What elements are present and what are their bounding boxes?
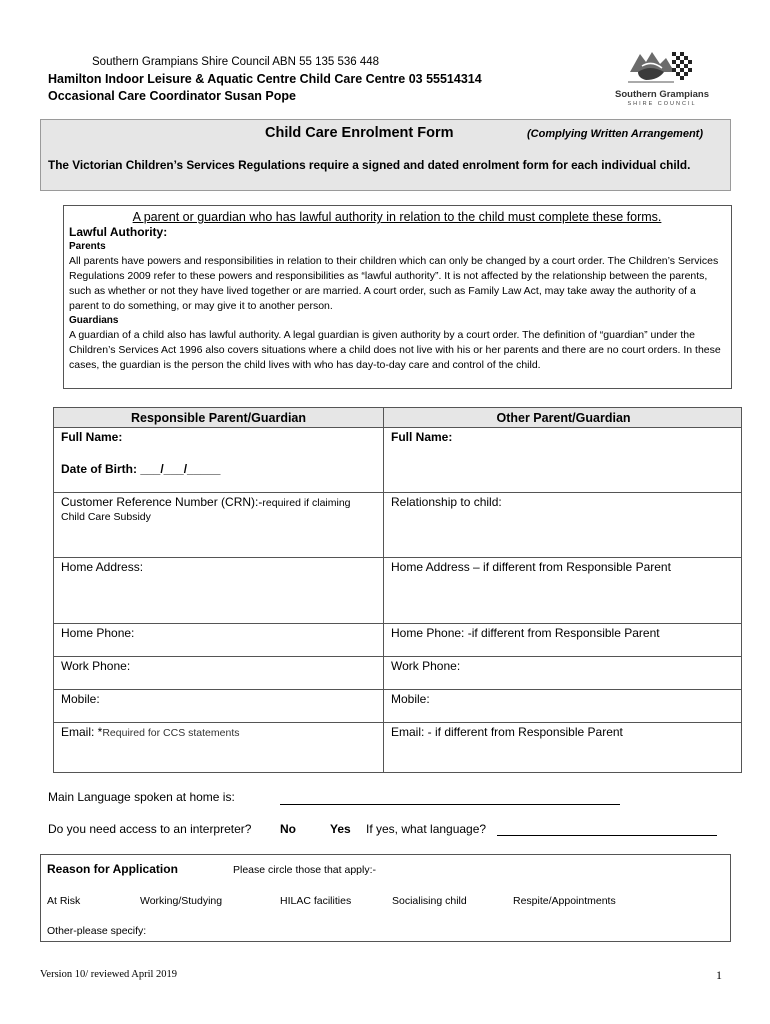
- email-note: Required for CCS statements: [102, 727, 240, 739]
- interpreter-no-option[interactable]: No: [280, 822, 296, 836]
- crn-note-line2: Child Care Subsidy: [61, 511, 151, 523]
- guardians-label: Guardians: [69, 315, 119, 326]
- guardians-text: A guardian of a child also has lawful authority. A legal guardian is given authority by a court order. The definition of “guardian” under the Children’s Services Act 1996 also covers situations where a child does not live with his or her parents and there are no court orders. In these cases, the guardian is the person the child lives with who has day-to-day care and control of the child.: [69, 329, 721, 371]
- email-field[interactable]: [61, 725, 240, 739]
- form-title: Child Care Enrolment Form: [265, 125, 454, 141]
- full-name-field[interactable]: Full Name:: [61, 430, 123, 444]
- other-work-phone-field[interactable]: Work Phone:: [391, 659, 461, 673]
- table-header: [54, 408, 741, 428]
- reason-option-respite-appointments[interactable]: Respite/Appointments: [513, 895, 616, 907]
- form-subtitle: (Complying Written Arrangement): [527, 128, 704, 140]
- council-logo: [612, 46, 712, 108]
- crn-note: required if claiming: [262, 497, 351, 509]
- reason-instruction: Please circle those that apply:-: [233, 864, 376, 876]
- home-address-field[interactable]: Home Address:: [61, 560, 144, 574]
- other-home-phone-field[interactable]: Home Phone: -if different from Responsible Parent: [391, 626, 660, 640]
- reason-label: Reason for Application: [47, 862, 178, 876]
- row-divider: [54, 722, 741, 723]
- parents-label: Parents: [69, 241, 106, 252]
- interpreter-language-question: If yes, what language?: [366, 822, 487, 836]
- reason-option-at-risk[interactable]: At Risk: [47, 895, 81, 907]
- responsible-parent-header: Responsible Parent/Guardian: [130, 411, 307, 425]
- authority-heading: A parent or guardian who has lawful authority in relation to the child must complete these forms.: [132, 210, 662, 224]
- reason-option-hilac-facilities[interactable]: HILAC facilities: [280, 895, 352, 907]
- row-divider: [54, 623, 741, 624]
- coordinator-line: Occasional Care Coordinator Susan Pope: [48, 89, 296, 103]
- reason-option-socialising-child[interactable]: Socialising child: [392, 895, 467, 907]
- other-email-field[interactable]: Email: - if different from Responsible Parent: [391, 725, 623, 739]
- reason-for-application-box: [40, 854, 731, 942]
- row-divider: [54, 656, 741, 657]
- logo-name: Southern Grampians: [615, 89, 709, 100]
- row-divider: [54, 492, 741, 493]
- email-label: Email: *: [61, 725, 103, 739]
- parents-text: All parents have powers and responsibilities in relation to their children which can only be changed by a court order. The Children’s Services Regulations 2009 refer to these powers and responsibilities as “lawful authority”. It is not affected by the relationship between the parents, such as whether or not they have lived together or are married. A court order, such as Family Law Act, may take away the authority of a parent to do something, or may give it to another person.: [69, 255, 719, 312]
- page-number: 1: [716, 968, 722, 982]
- other-home-address-field[interactable]: Home Address – if different from Responsible Parent: [391, 560, 671, 574]
- centre-contact-line: Hamilton Indoor Leisure & Aquatic Centre Child Care Centre 03 55514314: [48, 72, 482, 86]
- row-divider: [54, 689, 741, 690]
- interpreter-yes-option[interactable]: Yes: [330, 822, 351, 836]
- column-divider: [383, 408, 384, 772]
- reason-option-working-studying[interactable]: Working/Studying: [140, 895, 223, 907]
- reason-other-specify[interactable]: Other-please specify:: [47, 925, 147, 937]
- parent-details-table: [53, 407, 742, 773]
- other-full-name-field[interactable]: Full Name:: [391, 430, 453, 444]
- other-mobile-field[interactable]: Mobile:: [391, 692, 430, 706]
- main-language-question: Main Language spoken at home is:: [48, 790, 235, 804]
- lawful-authority-label: Lawful Authority:: [69, 225, 168, 239]
- row-divider: [54, 557, 741, 558]
- mountain-checker-icon: [628, 46, 696, 88]
- crn-field[interactable]: [61, 495, 351, 509]
- main-language-input-line[interactable]: [280, 804, 620, 805]
- crn-label: Customer Reference Number (CRN):-: [61, 495, 263, 509]
- work-phone-field[interactable]: Work Phone:: [61, 659, 131, 673]
- date-of-birth-field[interactable]: Date of Birth: ___/___/_____: [61, 462, 221, 476]
- title-box: [40, 119, 731, 191]
- mobile-field[interactable]: Mobile:: [61, 692, 100, 706]
- logo-subtitle: SHIRE COUNCIL: [627, 101, 697, 107]
- other-parent-header: Other Parent/Guardian: [496, 411, 631, 425]
- interpreter-language-input-line[interactable]: [497, 835, 717, 836]
- regulation-statement: The Victorian Children’s Services Regulations require a signed and dated enrolment form for each individual child.: [48, 158, 691, 172]
- interpreter-question: Do you need access to an interpreter?: [48, 822, 252, 836]
- relationship-field[interactable]: Relationship to child:: [391, 495, 502, 509]
- home-phone-field[interactable]: Home Phone:: [61, 626, 135, 640]
- council-abn-line: Southern Grampians Shire Council ABN 55 135 536 448: [92, 56, 380, 68]
- version-footer: Version 10/ reviewed April 2019: [40, 969, 178, 980]
- lawful-authority-box: [63, 205, 732, 389]
